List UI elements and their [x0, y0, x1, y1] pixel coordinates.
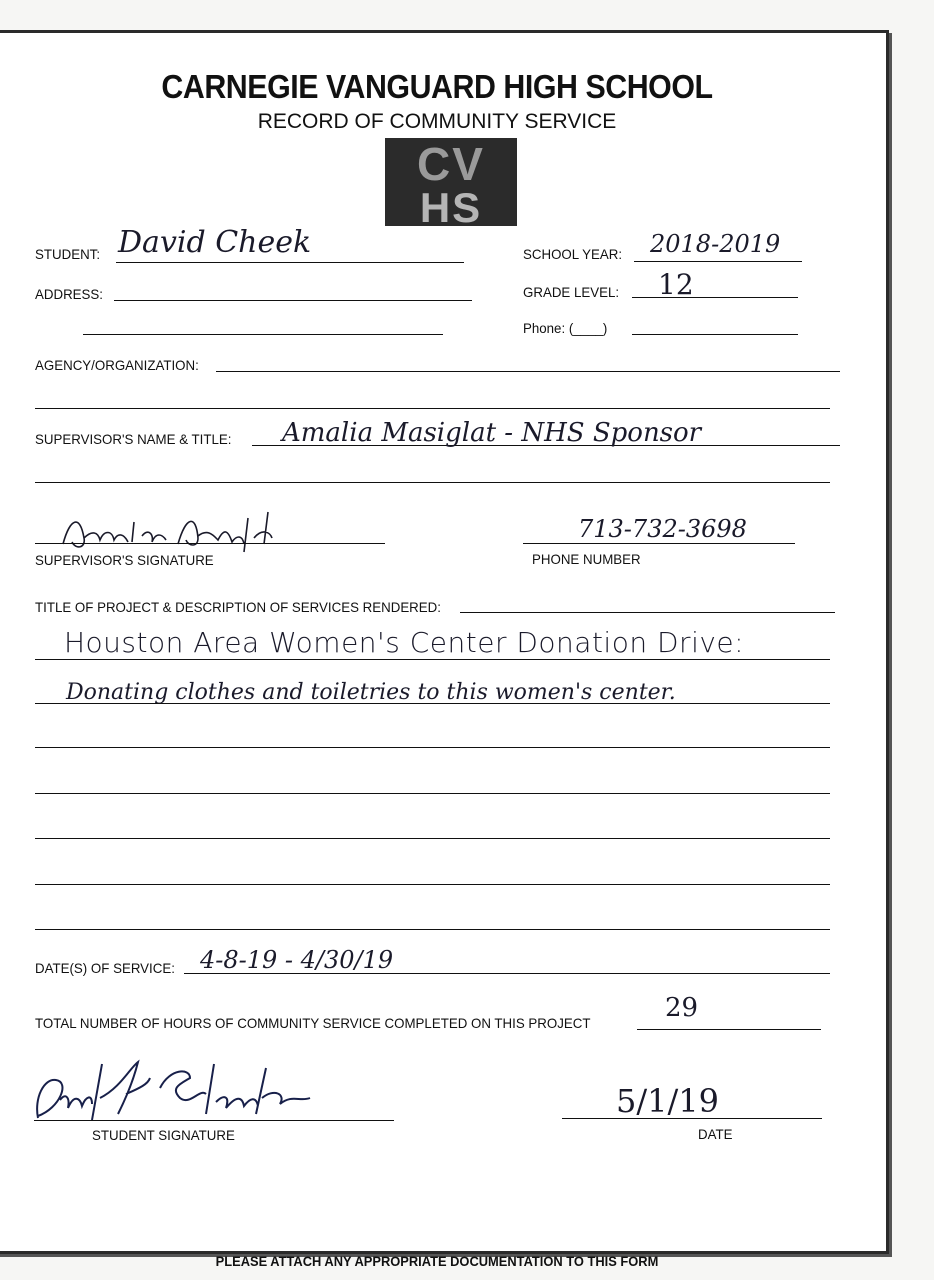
project-line-4 [35, 793, 830, 794]
agency-label: AGENCY/ORGANIZATION: [35, 357, 199, 373]
phone-number-value[interactable]: 713-732-3698 [578, 515, 747, 543]
school-year-label: SCHOOL YEAR: [523, 246, 623, 262]
phone-number-label: PHONE NUMBER [532, 551, 641, 567]
supervisor-signature-label: SUPERVISOR'S SIGNATURE [35, 552, 214, 568]
date-line [562, 1118, 822, 1119]
dates-label: DATE(S) OF SERVICE: [35, 960, 175, 976]
phone-number-line [523, 543, 795, 544]
project-line-3 [35, 747, 830, 748]
hours-value[interactable]: 29 [665, 993, 699, 1023]
student-name-value[interactable]: David Cheek [118, 225, 312, 260]
address-line-2 [83, 334, 443, 335]
project-line-1 [35, 659, 830, 660]
address-line-1 [114, 300, 472, 301]
date-label: DATE [698, 1126, 733, 1142]
date-value[interactable]: 5/1/19 [616, 1082, 719, 1120]
address-label: ADDRESS: [35, 286, 103, 302]
svg-text:CV: CV [417, 138, 485, 190]
school-name: CARNEGIE VANGUARD HIGH SCHOOL [161, 68, 713, 105]
dates-value[interactable]: 4-8-19 - 4/30/19 [200, 946, 394, 974]
hours-label: TOTAL NUMBER OF HOURS OF COMMUNITY SERVICE COMPLETED ON THIS PROJECT [35, 1015, 591, 1031]
project-line-7 [35, 929, 830, 930]
school-logo [385, 138, 517, 226]
supervisor-line-2 [35, 482, 830, 483]
project-line-2-value[interactable]: Donating clothes and toiletries to this women's center. [66, 680, 676, 705]
project-label: TITLE OF PROJECT & DESCRIPTION OF SERVICES RENDERED: [35, 599, 441, 615]
agency-line-1 [216, 371, 840, 372]
supervisor-value[interactable]: Amalia Masiglat - NHS Sponsor [282, 418, 702, 448]
grade-level-line [632, 297, 798, 298]
supervisor-label: SUPERVISOR'S NAME & TITLE: [35, 431, 232, 447]
grade-level-value[interactable]: 12 [658, 268, 694, 301]
agency-line-2 [35, 408, 830, 409]
project-line-1-value[interactable]: Houston Area Women's Center Donation Drive: [64, 626, 745, 659]
student-label: STUDENT: [35, 246, 101, 262]
student-signature-label: STUDENT SIGNATURE [92, 1127, 235, 1143]
supervisor-signature-line [35, 543, 385, 544]
hours-line [637, 1029, 821, 1030]
student-signature [30, 1058, 320, 1133]
footer-note: PLEASE ATTACH ANY APPROPRIATE DOCUMENTATION TO THIS FORM [215, 1253, 659, 1269]
grade-level-label: GRADE LEVEL: [523, 284, 620, 300]
school-year-line [634, 261, 802, 262]
phone-label: Phone: (____) [523, 320, 608, 336]
project-line-6 [35, 884, 830, 885]
form-title: RECORD OF COMMUNITY SERVICE [257, 110, 617, 133]
project-line-2 [35, 703, 830, 704]
project-line-0 [460, 612, 835, 613]
school-year-value[interactable]: 2018-2019 [650, 230, 781, 258]
phone-line [632, 334, 798, 335]
svg-text:HS: HS [419, 184, 483, 226]
student-signature-line [34, 1120, 394, 1121]
student-line [116, 262, 464, 263]
project-line-5 [35, 838, 830, 839]
